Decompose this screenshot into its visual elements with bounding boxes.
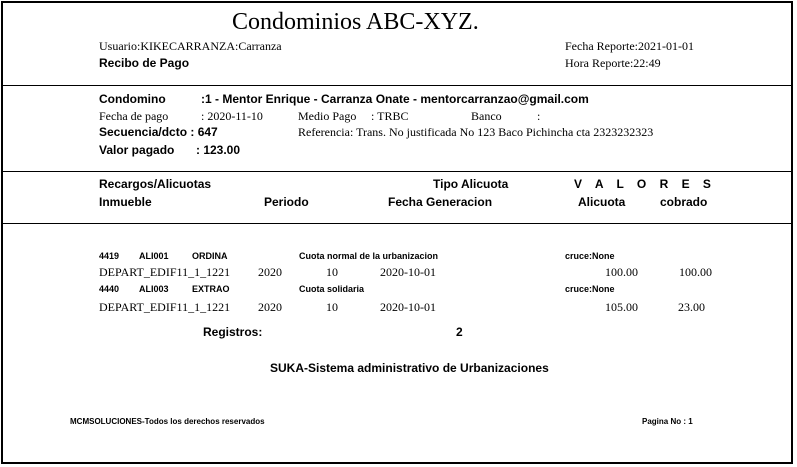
row-inmueble: DEPART_EDIF11_1_1221 (99, 265, 231, 279)
valor-pagado-value: : 123.00 (196, 143, 241, 157)
medio-pago-value: : TRBC (371, 109, 409, 123)
row-description: Cuota solidaria (299, 284, 365, 294)
divider (3, 171, 792, 172)
col-fecha-generacion: Fecha Generacion (388, 195, 493, 209)
row-kind: EXTRAO (192, 284, 230, 294)
row-month: 10 (326, 265, 338, 279)
divider (3, 223, 792, 224)
divider (3, 85, 792, 86)
report-type: Recibo de Pago (99, 56, 190, 70)
row-kind: ORDINA (192, 251, 228, 261)
report-date: Fecha Reporte:2021-01-01 (565, 39, 694, 53)
row-date: 2020-10-01 (380, 300, 436, 314)
row-alicuota: 100.00 (605, 265, 638, 279)
row-alicuota: 105.00 (605, 300, 638, 314)
row-code: 4419 (99, 251, 120, 261)
valor-pagado-label: Valor pagado (99, 143, 175, 157)
banco-label: Banco (471, 109, 502, 123)
registros-value: 2 (456, 325, 463, 339)
col-tipo-alicuota: Tipo Alicuota (433, 177, 509, 191)
fecha-pago-value: : 2020-11-10 (201, 109, 263, 123)
row-cobrado: 23.00 (678, 300, 705, 314)
col-periodo: Periodo (264, 195, 309, 209)
col-alicuota: Alicuota (578, 195, 626, 209)
referencia: Referencia: Trans. No justificada No 123 Baco Pichincha cta 2323232323 (298, 125, 654, 139)
col-valores: V A L O R E S (574, 177, 713, 191)
row-description: Cuota normal de la urbanizacion (299, 251, 439, 261)
row-year: 2020 (258, 265, 282, 279)
row-date: 2020-10-01 (380, 265, 436, 279)
col-cobrado: cobrado (660, 195, 708, 209)
medio-pago-label: Medio Pago (298, 109, 357, 123)
row-ali: ALI003 (139, 284, 169, 294)
col-inmueble: Inmueble (99, 195, 152, 209)
report-title: Condominios ABC-XYZ. (232, 9, 479, 35)
report-time: Hora Reporte:22:49 (565, 56, 661, 70)
condomino-value: :1 - Mentor Enrique - Carranza Onate - mentorcarranzao@gmail.com (201, 92, 589, 106)
row-cruce: cruce:None (565, 251, 615, 261)
page-frame (1, 1, 793, 464)
col-recargos: Recargos/Alicuotas (99, 177, 212, 191)
row-inmueble: DEPART_EDIF11_1_1221 (99, 300, 231, 314)
system-name: SUKA-Sistema administrativo de Urbanizaciones (270, 361, 549, 375)
condomino-label: Condomino (99, 92, 166, 106)
row-cobrado: 100.00 (679, 265, 712, 279)
row-month: 10 (326, 300, 338, 314)
user-label: Usuario:KIKECARRANZA:Carranza (99, 39, 282, 53)
secuencia: Secuencia/dcto : 647 (99, 125, 218, 139)
footer-copyright: MCMSOLUCIONES-Todos los derechos reservados (70, 417, 265, 426)
row-ali: ALI001 (139, 251, 169, 261)
banco-value: : (537, 109, 541, 123)
registros-label: Registros: (203, 325, 263, 339)
row-code: 4440 (99, 284, 120, 294)
row-year: 2020 (258, 300, 282, 314)
fecha-pago-label: Fecha de pago (99, 109, 169, 123)
row-cruce: cruce:None (565, 284, 615, 294)
footer-page-number: Pagina No : 1 (642, 417, 693, 426)
